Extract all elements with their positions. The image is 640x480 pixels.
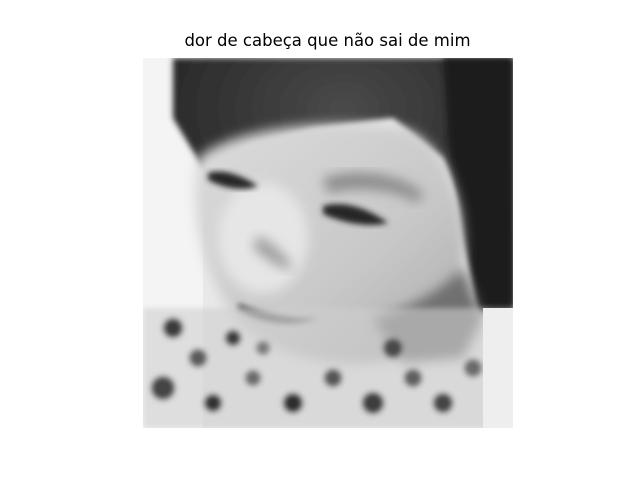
face-image-svg [143,58,513,428]
face-image [143,58,513,428]
cheek-highlight [218,183,308,293]
right-bright-area [483,308,513,428]
figure-title: dor de cabeça que não sai de mim [184,31,471,50]
clothing-pattern [143,308,513,428]
